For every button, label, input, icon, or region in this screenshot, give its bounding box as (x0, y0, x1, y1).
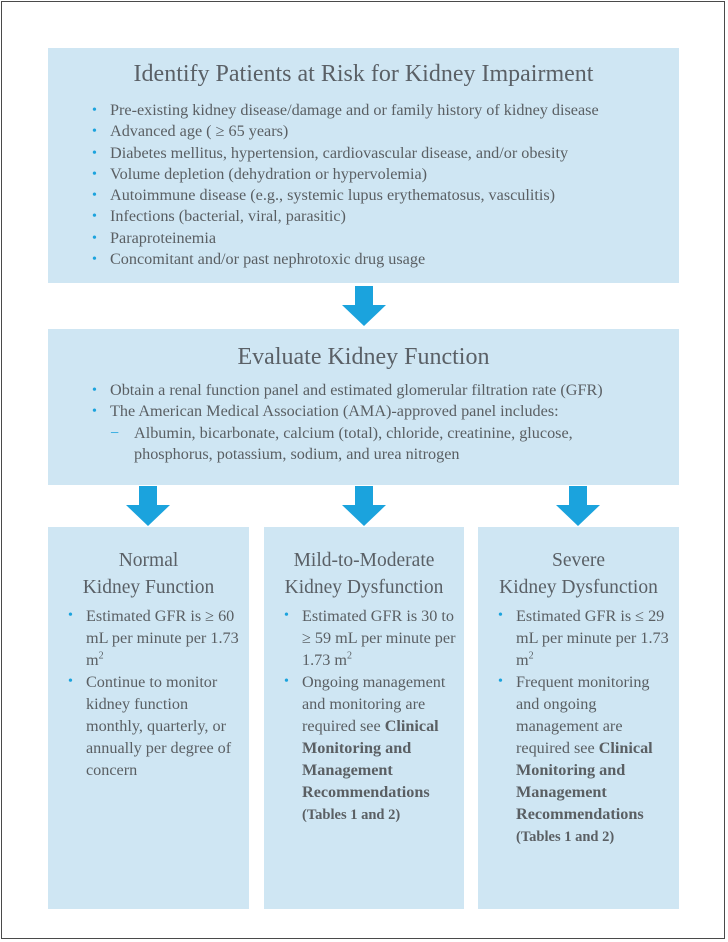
list-item: • Diabetes mellitus, hypertension, cardiovascular disease, and/or obesity (84, 143, 599, 164)
bullet-icon: • (498, 674, 503, 689)
list-item: • Advanced age ( ≥ 65 years) (84, 121, 599, 142)
severe-box (478, 527, 679, 909)
list-item: • Volume depletion (dehydration or hypervolemia) (84, 164, 599, 185)
bullet-icon: • (92, 124, 97, 140)
normal-title: Normal Kidney Function (82, 550, 215, 598)
bullet-icon: • (68, 674, 73, 689)
bullet-icon: • (92, 145, 97, 161)
evaluate-title: Evaluate Kidney Function (237, 344, 490, 370)
bullet-icon: • (92, 404, 97, 420)
risk-list (84, 100, 599, 270)
list-item: • Ongoing management and monitoring are required see Clinical Monitoring and Management Recommendations (Tables 1 and 2) (284, 673, 446, 823)
bullet-icon: • (498, 608, 503, 623)
bullet-icon: • (92, 252, 97, 268)
severe-reference: Clinical Monitoring and Management Recommendations (516, 739, 653, 823)
list-item: • Autoimmune disease (e.g., systemic lupus erythematosus, vasculitis) (84, 185, 599, 206)
down-arrow-icon (126, 486, 170, 526)
list-item: • Concomitant and/or past nephrotoxic drug usage (84, 249, 599, 270)
down-arrow-icon (556, 486, 600, 526)
panel-sublist (110, 423, 654, 466)
down-arrow-icon (342, 486, 386, 526)
normal-list (62, 605, 241, 781)
list-item: • Paraproteinemia (84, 228, 599, 249)
bullet-icon: • (92, 209, 97, 225)
evaluate-list (84, 380, 654, 465)
risk-title: Identify Patients at Risk for Kidney Impairment (133, 61, 594, 87)
list-item: − Albumin, bicarbonate, calcium (total), chloride, creatinine, glucose, phosphorus, potassium, sodium, and urea nitrogen (110, 423, 573, 463)
mild-list (278, 605, 456, 826)
bullet-icon: • (284, 608, 289, 623)
severe-tables-ref: (Tables 1 and 2) (516, 829, 615, 845)
list-item: • The American Medical Association (AMA)-approved panel includes: − Albumin, bicarbonate, calcium (total), chloride, creatinine, glucose, phosphorus, potassium, sodium, and urea nitrogen (84, 401, 654, 465)
bullet-icon: • (68, 608, 73, 623)
bullet-icon: • (92, 383, 97, 398)
list-item: • Estimated GFR is ≤ 29 mL per minute per 1.73 $m^2$ (498, 607, 669, 669)
risk-box (48, 48, 679, 283)
list-item: • Estimated GFR is 30 to ≥ 59 mL per minute per 1.73 $m^2$ (284, 607, 456, 669)
severe-title: Severe Kidney Dysfunction (499, 550, 658, 598)
dash-icon: − (110, 424, 120, 442)
list-item: • Infections (bacterial, viral, parasitic) (84, 206, 599, 227)
mild-reference: Clinical Monitoring and Management Recommendations (302, 717, 439, 801)
list-item: • Pre-existing kidney disease/damage and or family history of kidney disease (84, 100, 599, 121)
mild-box (264, 527, 464, 909)
bullet-icon: • (92, 230, 97, 246)
bullet-icon: • (92, 166, 97, 182)
list-item: • Obtain a renal function panel and estimated glomerular filtration rate (GFR) (84, 380, 654, 401)
bullet-icon: • (92, 103, 97, 118)
bullet-icon: • (92, 188, 97, 204)
evaluate-box (48, 329, 679, 485)
normal-box (48, 527, 249, 909)
mild-tables-ref: (Tables 1 and 2) (302, 807, 401, 823)
list-item: • Frequent monitoring and ongoing management are required see Clinical Monitoring and Management Recommendations (Tables 1 and 2) (498, 673, 653, 845)
severe-list (492, 605, 671, 848)
mild-title: Mild-to-Moderate Kidney Dysfunction (284, 550, 444, 598)
list-item: • Continue to monitor kidney function monthly, quarterly, or annually per degree of concern (68, 673, 232, 779)
bullet-icon: • (284, 674, 289, 689)
down-arrow-icon (342, 286, 386, 326)
list-item: • Estimated GFR is ≥ 60 mL per minute per 1.73 $m^2$ (68, 607, 239, 669)
